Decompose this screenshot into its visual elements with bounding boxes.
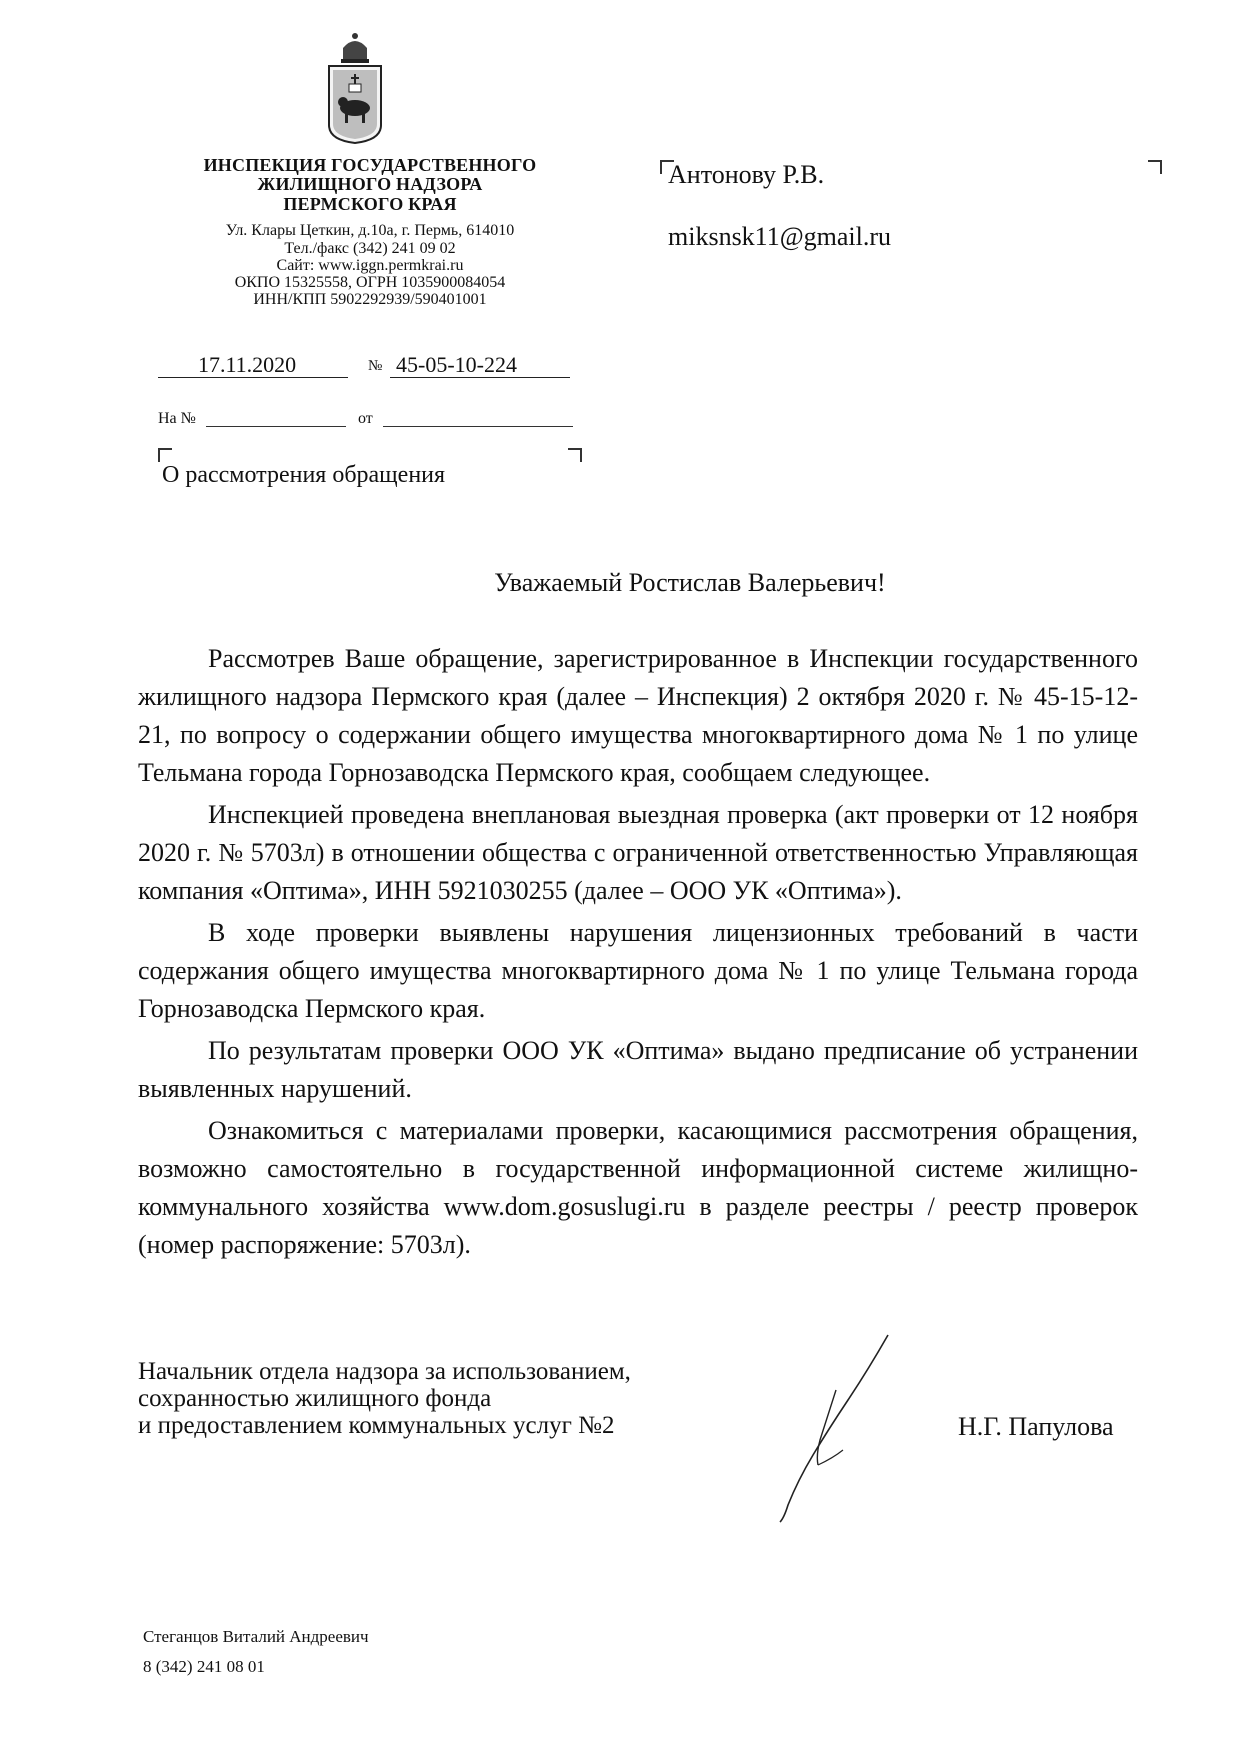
sender-okpo: ОКПО 15325558, ОГРН 1035900084054: [234, 274, 506, 292]
sender-site: Сайт: www.iggn.permkrai.ru: [276, 256, 464, 274]
position-line: сохранностью жилищного фонда: [138, 1385, 492, 1412]
outgoing-number: 45-05-10-224: [396, 352, 517, 377]
sender-inn: ИНН/КПП 5902292939/590401001: [253, 291, 487, 309]
number-underline: [390, 377, 570, 378]
recipient-corner-right: [1148, 160, 1162, 174]
date-underline: [158, 377, 348, 378]
paragraph: Инспекцией проведена внеплановая выездная проверка (акт проверки от 12 ноября 2020 г. № 5703л) в отношении общества с ограниченной ответственностью Управляющая компания «Оптима», ИНН 5921030255 (далее – ООО УК «Оптима»).: [138, 800, 1138, 905]
executor-block: [143, 1622, 369, 1682]
paragraph: Рассмотрев Ваше обращение, зарегистрированное в Инспекции государственного жилищного надзора Пермского края (далее – Инспекция) 2 октября 2020 г. № 45-15-12-21, по вопросу о содержании общего имущества многоквартирного дома № 1 по улице Тельмана города Горнозаводска Пермского края, сообщаем следующее.: [138, 644, 1138, 787]
org-line: ИНСПЕКЦИЯ ГОСУДАРСТВЕННОГО: [203, 155, 537, 175]
corner-mark-top-left: [158, 448, 172, 462]
registration-line: [158, 352, 578, 376]
signatory-name: Н.Г. Папулова: [958, 1412, 1114, 1441]
org-line: ПЕРМСКОГО КРАЯ: [283, 193, 457, 214]
position-line: и предоставлением коммунальных услуг №2: [138, 1412, 615, 1439]
paragraph: В ходе проверки выявлены нарушения лицензионных требований в части содержания общего имущества многоквартирного дома № 1 по улице Тельмана города Горнозаводска Пермского края.: [138, 918, 1138, 1023]
ref-number-underline: [206, 426, 346, 427]
outgoing-date: 17.11.2020: [198, 352, 297, 377]
executor-name: Стеганцов Виталий Андреевич: [143, 1627, 369, 1646]
position-line: Начальник отдела надзора за использованием,: [138, 1358, 631, 1385]
executor-phone: 8 (342) 241 08 01: [143, 1657, 265, 1676]
coat-of-arms-emblem: [325, 30, 385, 145]
number-sign: №: [368, 358, 383, 374]
corner-mark-top-right: [568, 448, 582, 462]
salutation: Уважаемый Ростислав Валерьевич!: [494, 568, 886, 597]
sender-address: Ул. Клары Цеткин, д.10а, г. Пермь, 614010: [225, 222, 515, 240]
sender-phone: Тел./факс (342) 241 09 02: [284, 239, 456, 257]
signatory-position: [138, 1358, 758, 1439]
sender-block: [150, 156, 590, 309]
letter-body: [138, 640, 1138, 1268]
organization-name: [150, 156, 590, 214]
paragraph: Ознакомиться с материалами проверки, касающимися рассмотрения обращения, возможно самостоятельно в государственной информационной системе жилищно-коммунального хозяйства www.dom.gosuslugi.ru в разделе реестры / реестр проверок (номер распоряжение: 5703л).: [138, 1116, 1138, 1259]
handwritten-signature: [758, 1330, 908, 1530]
paragraph: По результатам проверки ООО УК «Оптима» выдано предписание об устранении выявленных нарушений.: [138, 1036, 1138, 1103]
reference-line: [158, 410, 578, 430]
ref-date-underline: [383, 426, 573, 427]
recipient-name: Антонову Р.В.: [668, 160, 825, 189]
ref-date-label: от: [358, 410, 373, 427]
recipient-email: miksnsk11@gmail.ru: [668, 222, 892, 251]
subject-line: О рассмотрения обращения: [162, 462, 446, 488]
ref-number-label: На №: [158, 410, 196, 427]
org-line: ЖИЛИЩНОГО НАДЗОРА: [257, 174, 483, 195]
